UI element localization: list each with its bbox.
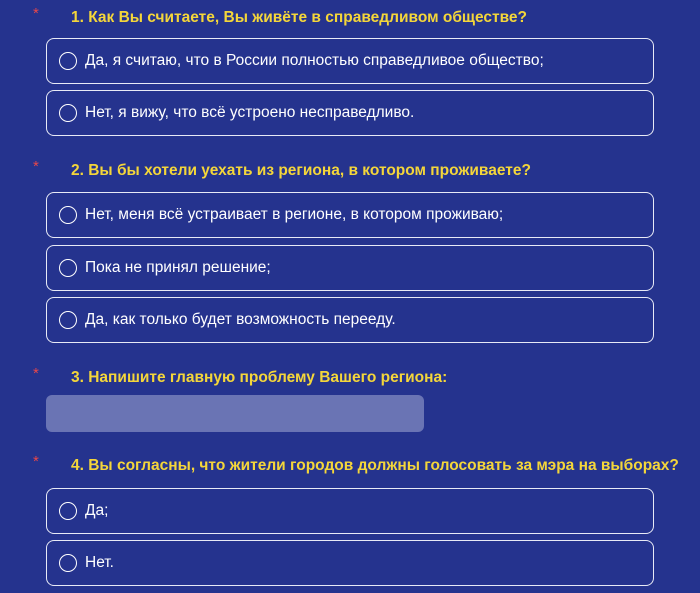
radio-circle-icon[interactable]	[59, 554, 77, 572]
question-1-header	[0, 5, 700, 32]
question-4-title: 4. Вы согласны, что жители городов должны голосовать за мэра на выборах?	[71, 457, 679, 474]
option-label: Нет, я вижу, что всё устроено несправедливо.	[85, 104, 415, 121]
question-4-header	[0, 453, 700, 480]
question-1-title: 1. Как Вы считаете, Вы живёте в справедливом обществе?	[71, 9, 528, 26]
option-label: Пока не принял решение;	[85, 259, 271, 276]
question-3-title: 3. Напишите главную проблему Вашего региона:	[71, 369, 448, 386]
question-2-header	[0, 158, 700, 185]
option-label: Да, как только будет возможность перееду.	[85, 311, 396, 328]
radio-circle-icon[interactable]	[59, 502, 77, 520]
required-marker: *	[33, 5, 39, 22]
question-2-title: 2. Вы бы хотели уехать из региона, в котором проживаете?	[71, 162, 531, 179]
radio-circle-icon[interactable]	[59, 104, 77, 122]
question-2-option-no[interactable]	[46, 192, 654, 238]
question-3-header	[0, 365, 700, 392]
question-1	[0, 5, 700, 32]
question-1-option-no[interactable]	[46, 90, 654, 136]
question-4-option-no[interactable]	[46, 540, 654, 586]
option-label: Да;	[85, 502, 109, 519]
required-marker: *	[33, 453, 39, 470]
radio-circle-icon[interactable]	[59, 311, 77, 329]
option-label: Нет.	[85, 554, 114, 571]
question-2	[0, 158, 700, 185]
question-1-option-yes[interactable]	[46, 38, 654, 84]
question-2-option-undecided[interactable]	[46, 245, 654, 291]
question-3	[0, 365, 700, 392]
required-marker: *	[33, 365, 39, 382]
question-4	[0, 453, 700, 480]
radio-circle-icon[interactable]	[59, 52, 77, 70]
question-4-option-yes[interactable]	[46, 488, 654, 534]
required-marker: *	[33, 158, 39, 175]
option-label: Нет, меня всё устраивает в регионе, в котором проживаю;	[85, 206, 504, 223]
radio-circle-icon[interactable]	[59, 259, 77, 277]
region-problem-input[interactable]	[46, 395, 424, 432]
radio-circle-icon[interactable]	[59, 206, 77, 224]
option-label: Да, я считаю, что в России полностью справедливое общество;	[85, 52, 544, 69]
question-2-option-yes[interactable]	[46, 297, 654, 343]
